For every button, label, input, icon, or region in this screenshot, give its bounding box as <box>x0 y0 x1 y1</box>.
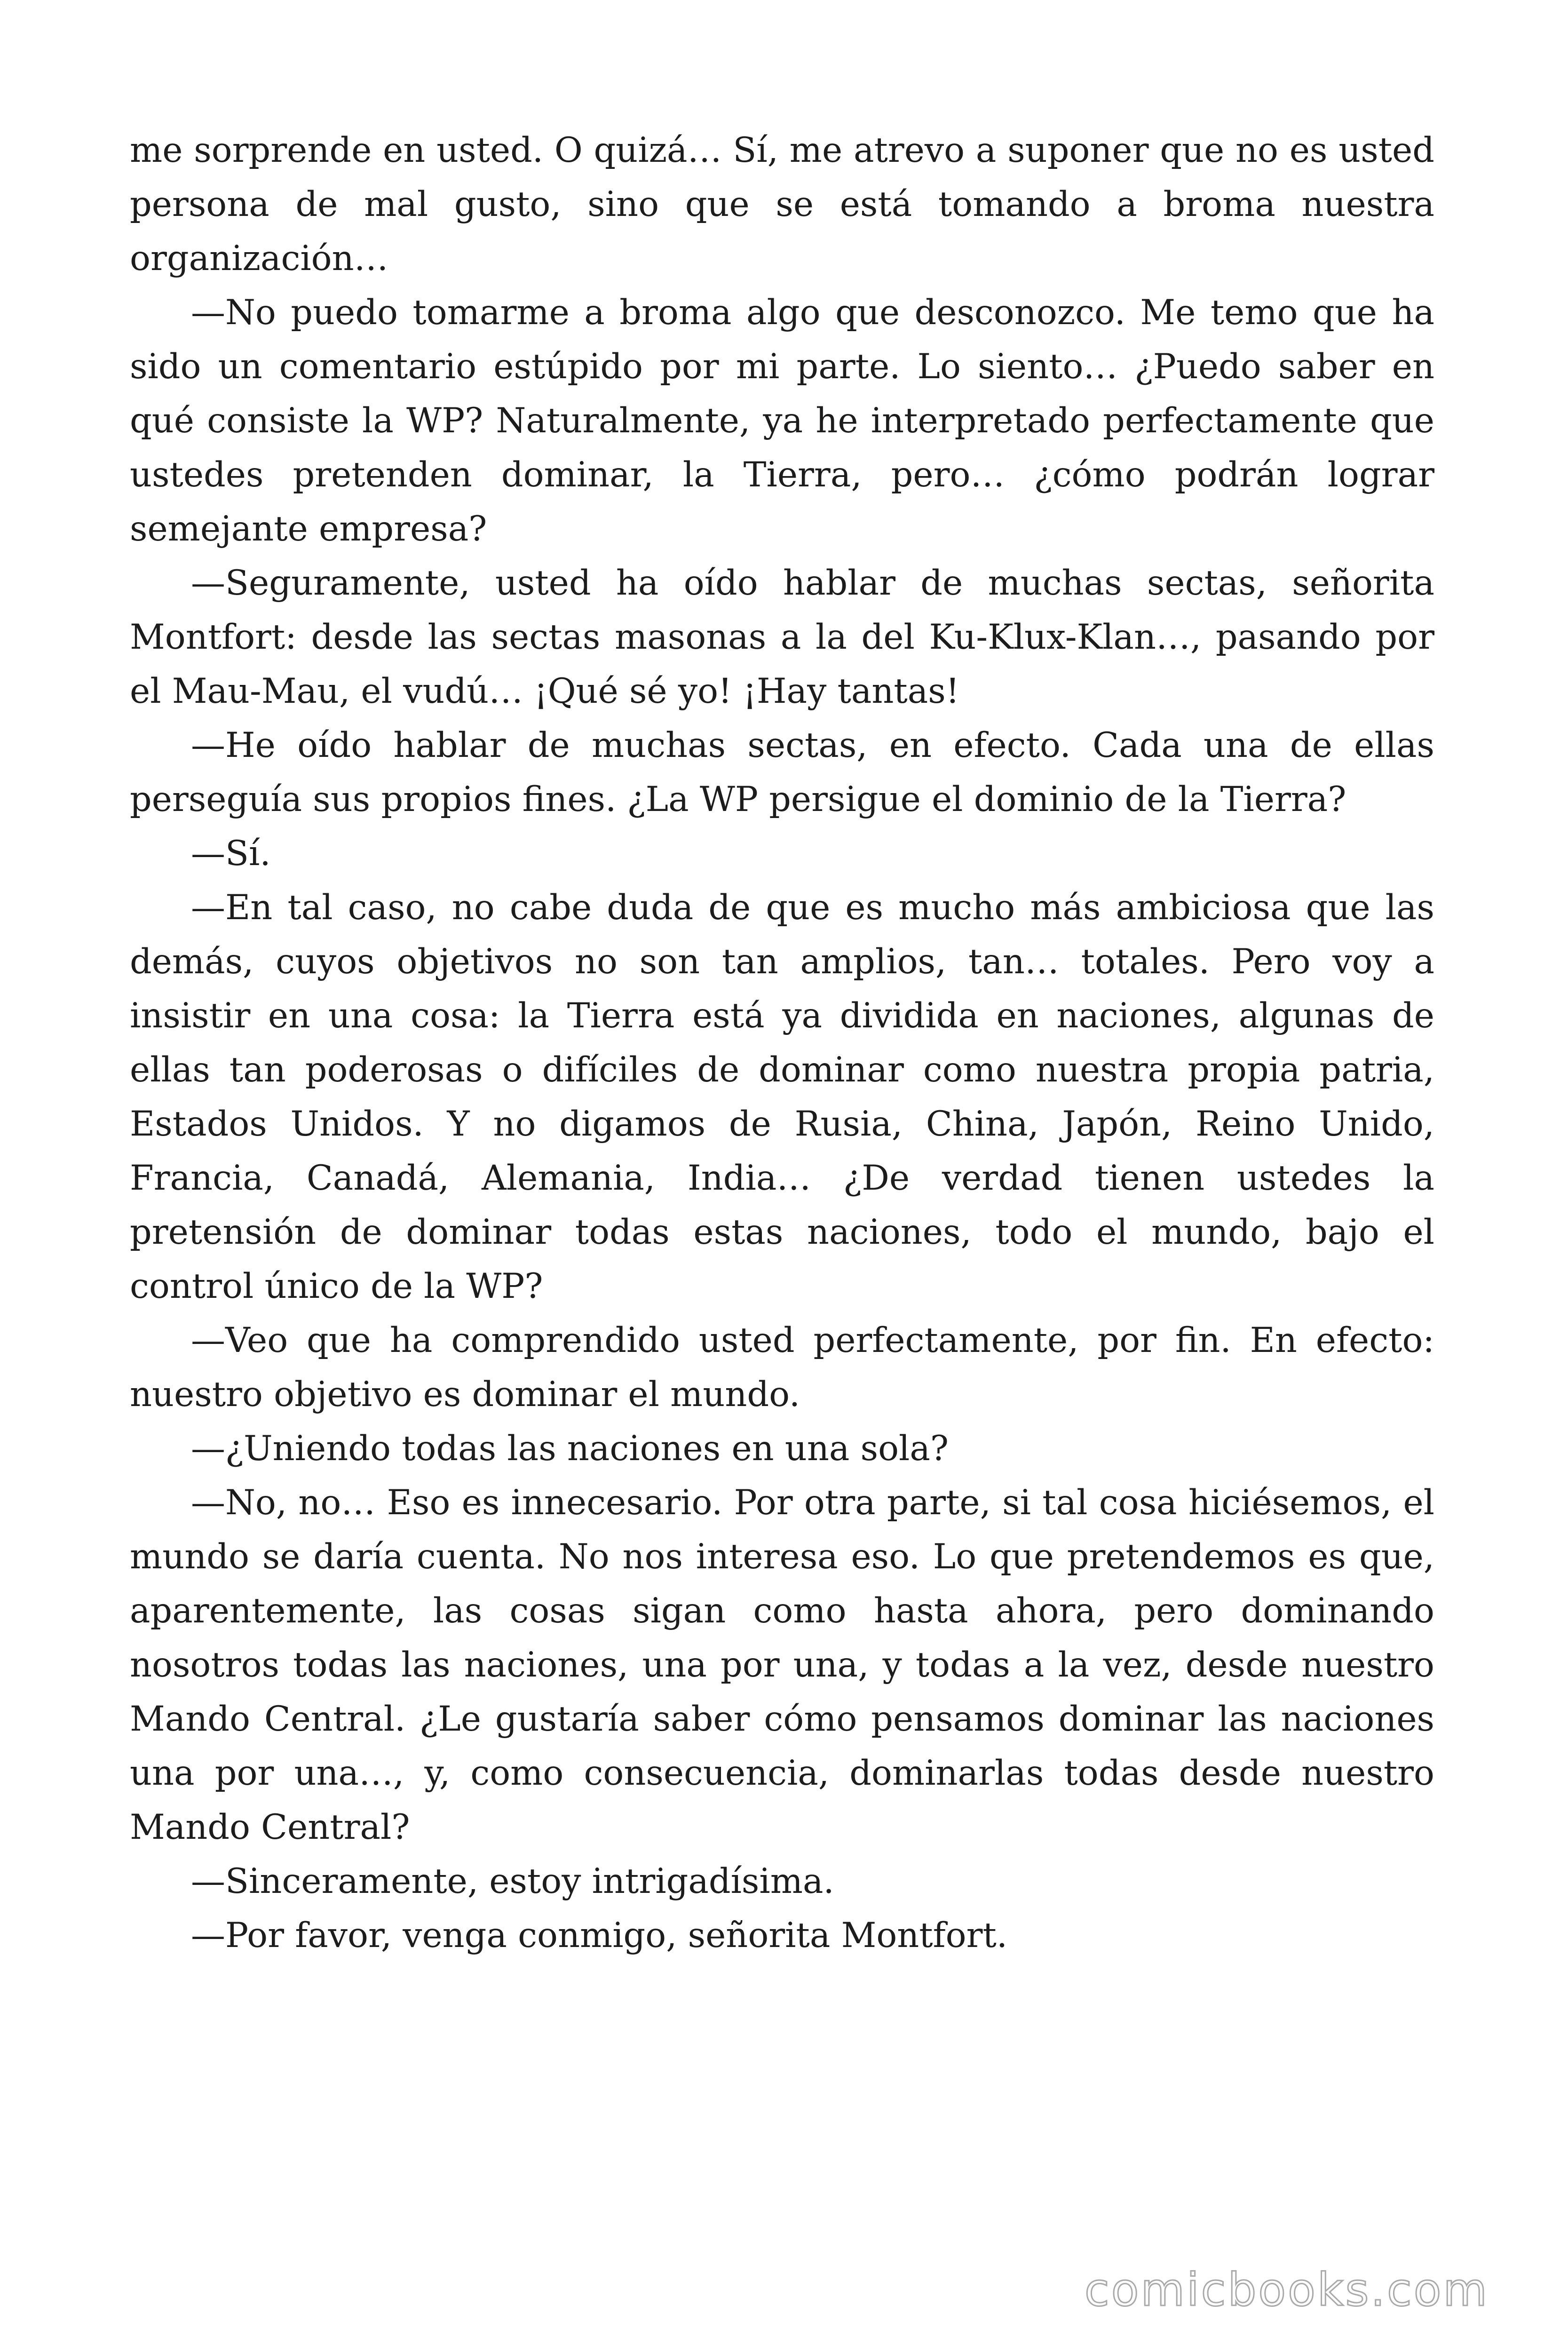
paragraph: —Seguramente, usted ha oído hablar de muchas sectas, señorita Montfort: desde las sectas masonas a la del Ku-Klux-Klan…, pasando por el Mau-Mau, el vudú… ¡Qué sé yo! ¡Hay tantas! <box>130 563 1434 711</box>
paragraph: —Sinceramente, estoy intrigadísima. <box>191 1861 834 1901</box>
page-text-body <box>130 123 1434 1963</box>
paragraph: me sorprende en usted. O quizá… Sí, me atrevo a suponer que no es usted persona de mal gusto, sino que se está tomando a broma nuestra organización… <box>130 130 1434 278</box>
watermark: comicbooks.com <box>1084 2264 1489 2316</box>
paragraph: —Sí. <box>191 834 271 874</box>
paragraph: —En tal caso, no cabe duda de que es mucho más ambiciosa que las demás, cuyos objetivos no son tan amplios, tan… totales. Pero voy a insistir en una cosa: la Tierra está ya dividida en naciones, algunas de ellas tan poderosas o difíciles de dominar como nuestra propia patria, Estados Unidos. Y no digamos de Rusia, China, Japón, Reino Unido, Francia, Canadá, Alemania, India… ¿De verdad tienen ustedes la pretensión de dominar todas estas naciones, todo el mundo, bajo el control único de la WP? <box>130 888 1434 1306</box>
paragraph: —¿Uniendo todas las naciones en una sola? <box>191 1429 949 1469</box>
paragraph: —Veo que ha comprendido usted perfectamente, por fin. En efecto: nuestro objetivo es dominar el mundo. <box>130 1320 1434 1414</box>
paragraph: —Por favor, venga conmigo, señorita Montfort. <box>191 1915 1008 1955</box>
paragraph: —No puedo tomarme a broma algo que desconozco. Me temo que ha sido un comentario estúpido por mi parte. Lo siento… ¿Puedo saber en qué consiste la WP? Naturalmente, ya he interpretado perfectamente que ustedes pretenden dominar, la Tierra, pero… ¿cómo podrán lograr semejante empresa? <box>130 293 1434 549</box>
paragraph: —He oído hablar de muchas sectas, en efecto. Cada una de ellas perseguía sus propios fines. ¿La WP persigue el dominio de la Tierra? <box>130 725 1434 819</box>
paragraph: —No, no… Eso es innecesario. Por otra parte, si tal cosa hiciésemos, el mundo se daría cuenta. No nos interesa eso. Lo que pretendemos es que, aparentemente, las cosas sigan como hasta ahora, pero dominando nosotros todas las naciones, una por una, y todas a la vez, desde nuestro Mando Central. ¿Le gustaría saber cómo pensamos dominar las naciones una por una…, y, como consecuencia, dominarlas todas desde nuestro Mando Central? <box>130 1483 1434 1847</box>
